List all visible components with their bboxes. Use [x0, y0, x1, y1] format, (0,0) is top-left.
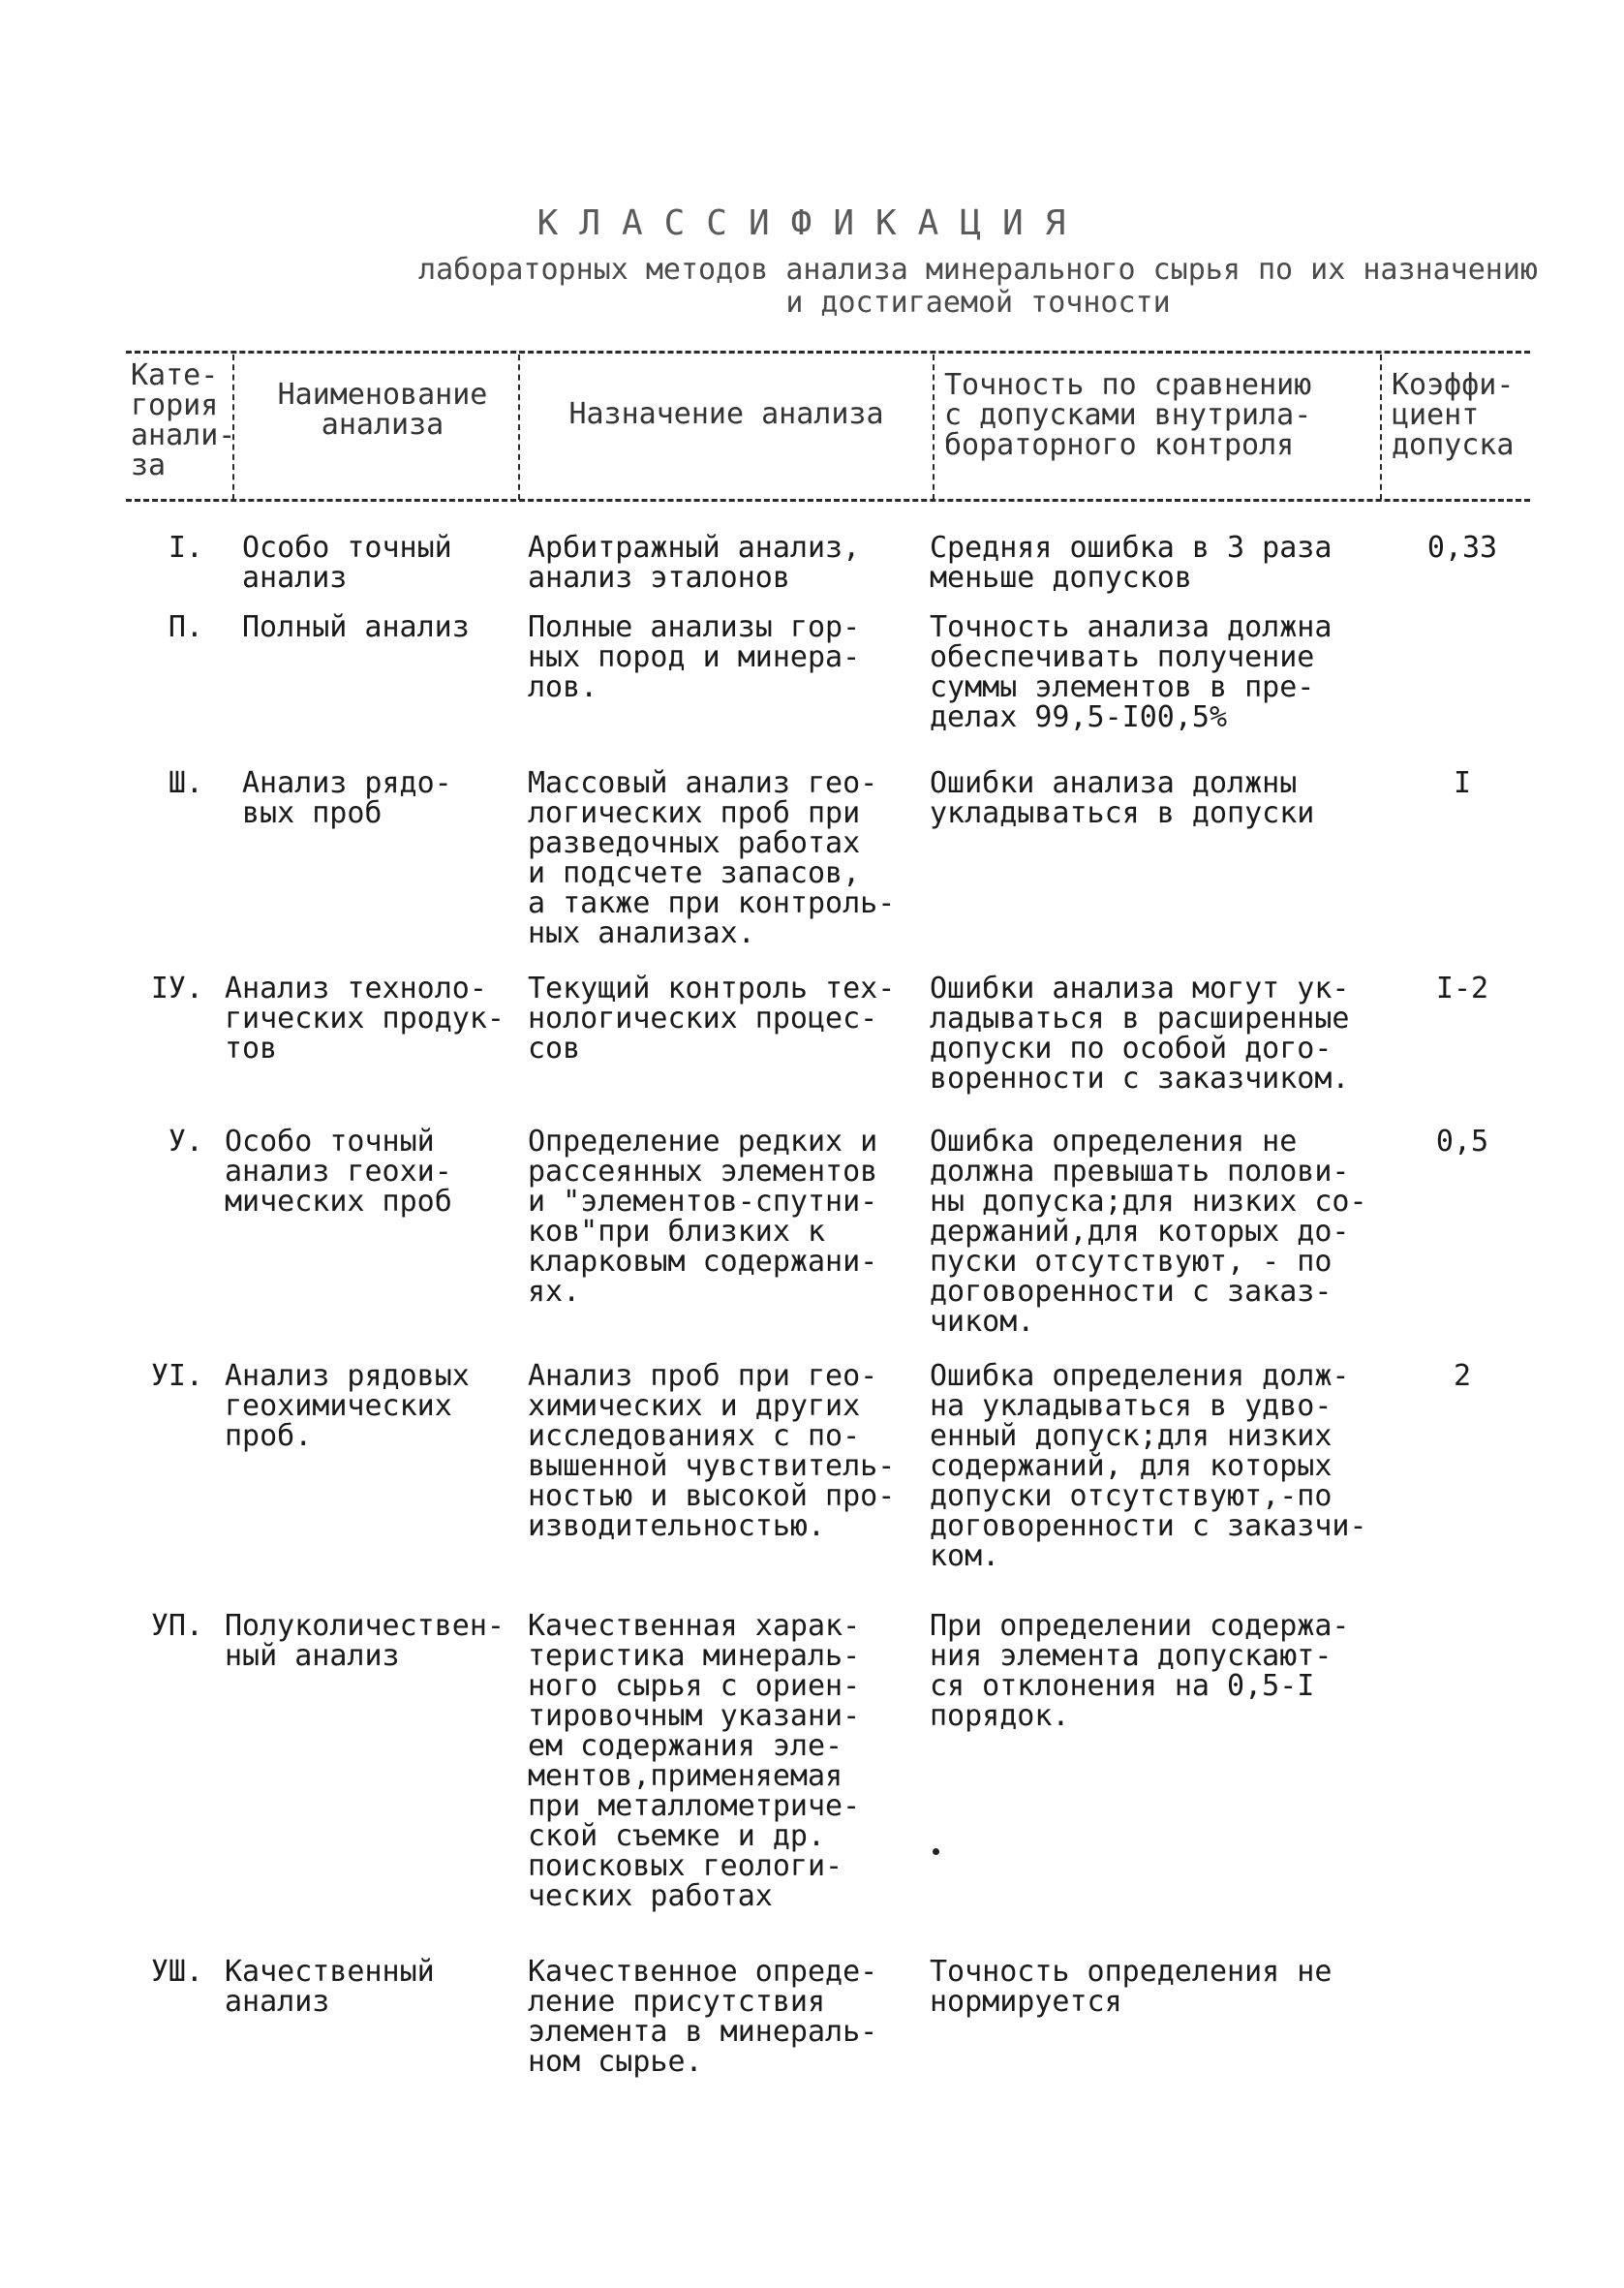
row-category: УШ. — [150, 1955, 203, 1989]
row-accuracy: Точность анализа должна обеспечивать получение суммы элементов в пре- делах 99,5-I00,5% — [930, 610, 1333, 734]
row-category: У. — [168, 1125, 203, 1159]
row-accuracy: Точность определения не нормируется — [930, 1955, 1333, 2019]
row-accuracy: Ошибки анализа могут ук- ладываться в расширенные допуски по особой дого- воренности с заказчиком. — [930, 972, 1350, 1096]
header-coefficient: Коэффи- циент допуска — [1392, 368, 1515, 462]
row-name: Анализ рядовых геохимических проб. — [225, 1359, 470, 1453]
row-purpose: Полные анализы гор- ных пород и минера- лов. — [528, 610, 861, 704]
table-header-rule — [126, 499, 1530, 502]
row-category: I. — [168, 531, 203, 565]
document-title: КЛАССИФИКАЦИЯ — [536, 203, 1088, 243]
row-name: Качественный анализ — [225, 1955, 435, 2019]
row-coefficient: I-2 — [1435, 972, 1489, 1005]
header-accuracy: Точность по сравнению с допусками внутрила- бораторного контроля — [944, 368, 1312, 462]
row-name: Особо точный анализ геохи- мических проб — [225, 1125, 452, 1219]
row-accuracy: Средняя ошибка в 3 раза меньше допусков — [930, 531, 1333, 595]
header-name: Наименование анализа — [277, 378, 488, 442]
row-coefficient: 2 — [1453, 1359, 1472, 1393]
document-subtitle: лабораторных методов анализа минерального сырья по их назначению и достигаемой точности — [418, 253, 1538, 320]
row-name: Полный анализ — [242, 610, 470, 644]
table-top-rule — [126, 351, 1530, 354]
row-accuracy: При определении содержа- ния элемента допускают- ся отклонения на 0,5-I порядок. — [930, 1609, 1350, 1733]
row-purpose: Определение редких и рассеянных элементов и "элементов-спутни- ков"при близких к кларковым содержани- ях. — [528, 1125, 878, 1309]
row-purpose: Арбитражный анализ, анализ эталонов — [528, 531, 861, 595]
row-name: Особо точный анализ — [242, 531, 452, 595]
row-purpose: Массовый анализ гео- логических проб при разведочных работах и подсчете запасов, а также при контроль- ных анализах. — [528, 766, 896, 950]
row-category: УI. — [150, 1359, 203, 1393]
row-name: Анализ рядо- вых проб — [242, 766, 452, 830]
row-accuracy: Ошибка определения не должна превышать полови- ны допуска;для низких со- держаний,для которых до- пуски отсутствуют, - по договоренности с заказ- чиком. — [930, 1125, 1367, 1339]
row-accuracy: Ошибки анализа должны укладываться в допуски — [930, 766, 1315, 830]
row-coefficient: I — [1453, 766, 1472, 800]
row-name: Анализ техноло- гических продук- тов — [225, 972, 505, 1066]
row-name: Полуколичествен- ный анализ — [225, 1609, 505, 1673]
row-category: УП. — [150, 1609, 203, 1643]
row-category: IУ. — [150, 972, 203, 1005]
column-separator — [933, 355, 935, 500]
row-purpose: Анализ проб при гео- химических и других исследованиях с по- вышенной чувствитель- ностью и высокой про- изводительностью. — [528, 1359, 896, 1543]
header-purpose: Назначение анализа — [568, 397, 884, 431]
row-coefficient: 0,33 — [1426, 531, 1498, 565]
row-purpose: Качественное опреде- ление присутствия элемента в минераль- ном сырье. — [528, 1955, 878, 2079]
row-purpose: Качественная харак- теристика минераль- ного сырья с ориен- тировочным указани- ем содержания эле- ментов,применяемая при металлометриче- ской съемке и др. поисковых геологи- ческих работах — [528, 1609, 861, 1913]
row-accuracy: Ошибка определения долж- на укладываться в удво- енный допуск;для низких содержаний, для которых допуски отсутствуют,-по договоренности с заказчи- ком. — [930, 1359, 1367, 1573]
column-separator — [1380, 355, 1382, 500]
row-purpose: Текущий контроль тех- нологических процес- сов — [528, 972, 896, 1066]
column-separator — [518, 355, 520, 500]
header-category: Кате- гория анали- за — [131, 358, 236, 482]
ink-speck — [933, 1848, 939, 1855]
row-category: Ш. — [168, 766, 203, 800]
row-category: П. — [168, 610, 203, 644]
row-coefficient: 0,5 — [1435, 1125, 1489, 1159]
